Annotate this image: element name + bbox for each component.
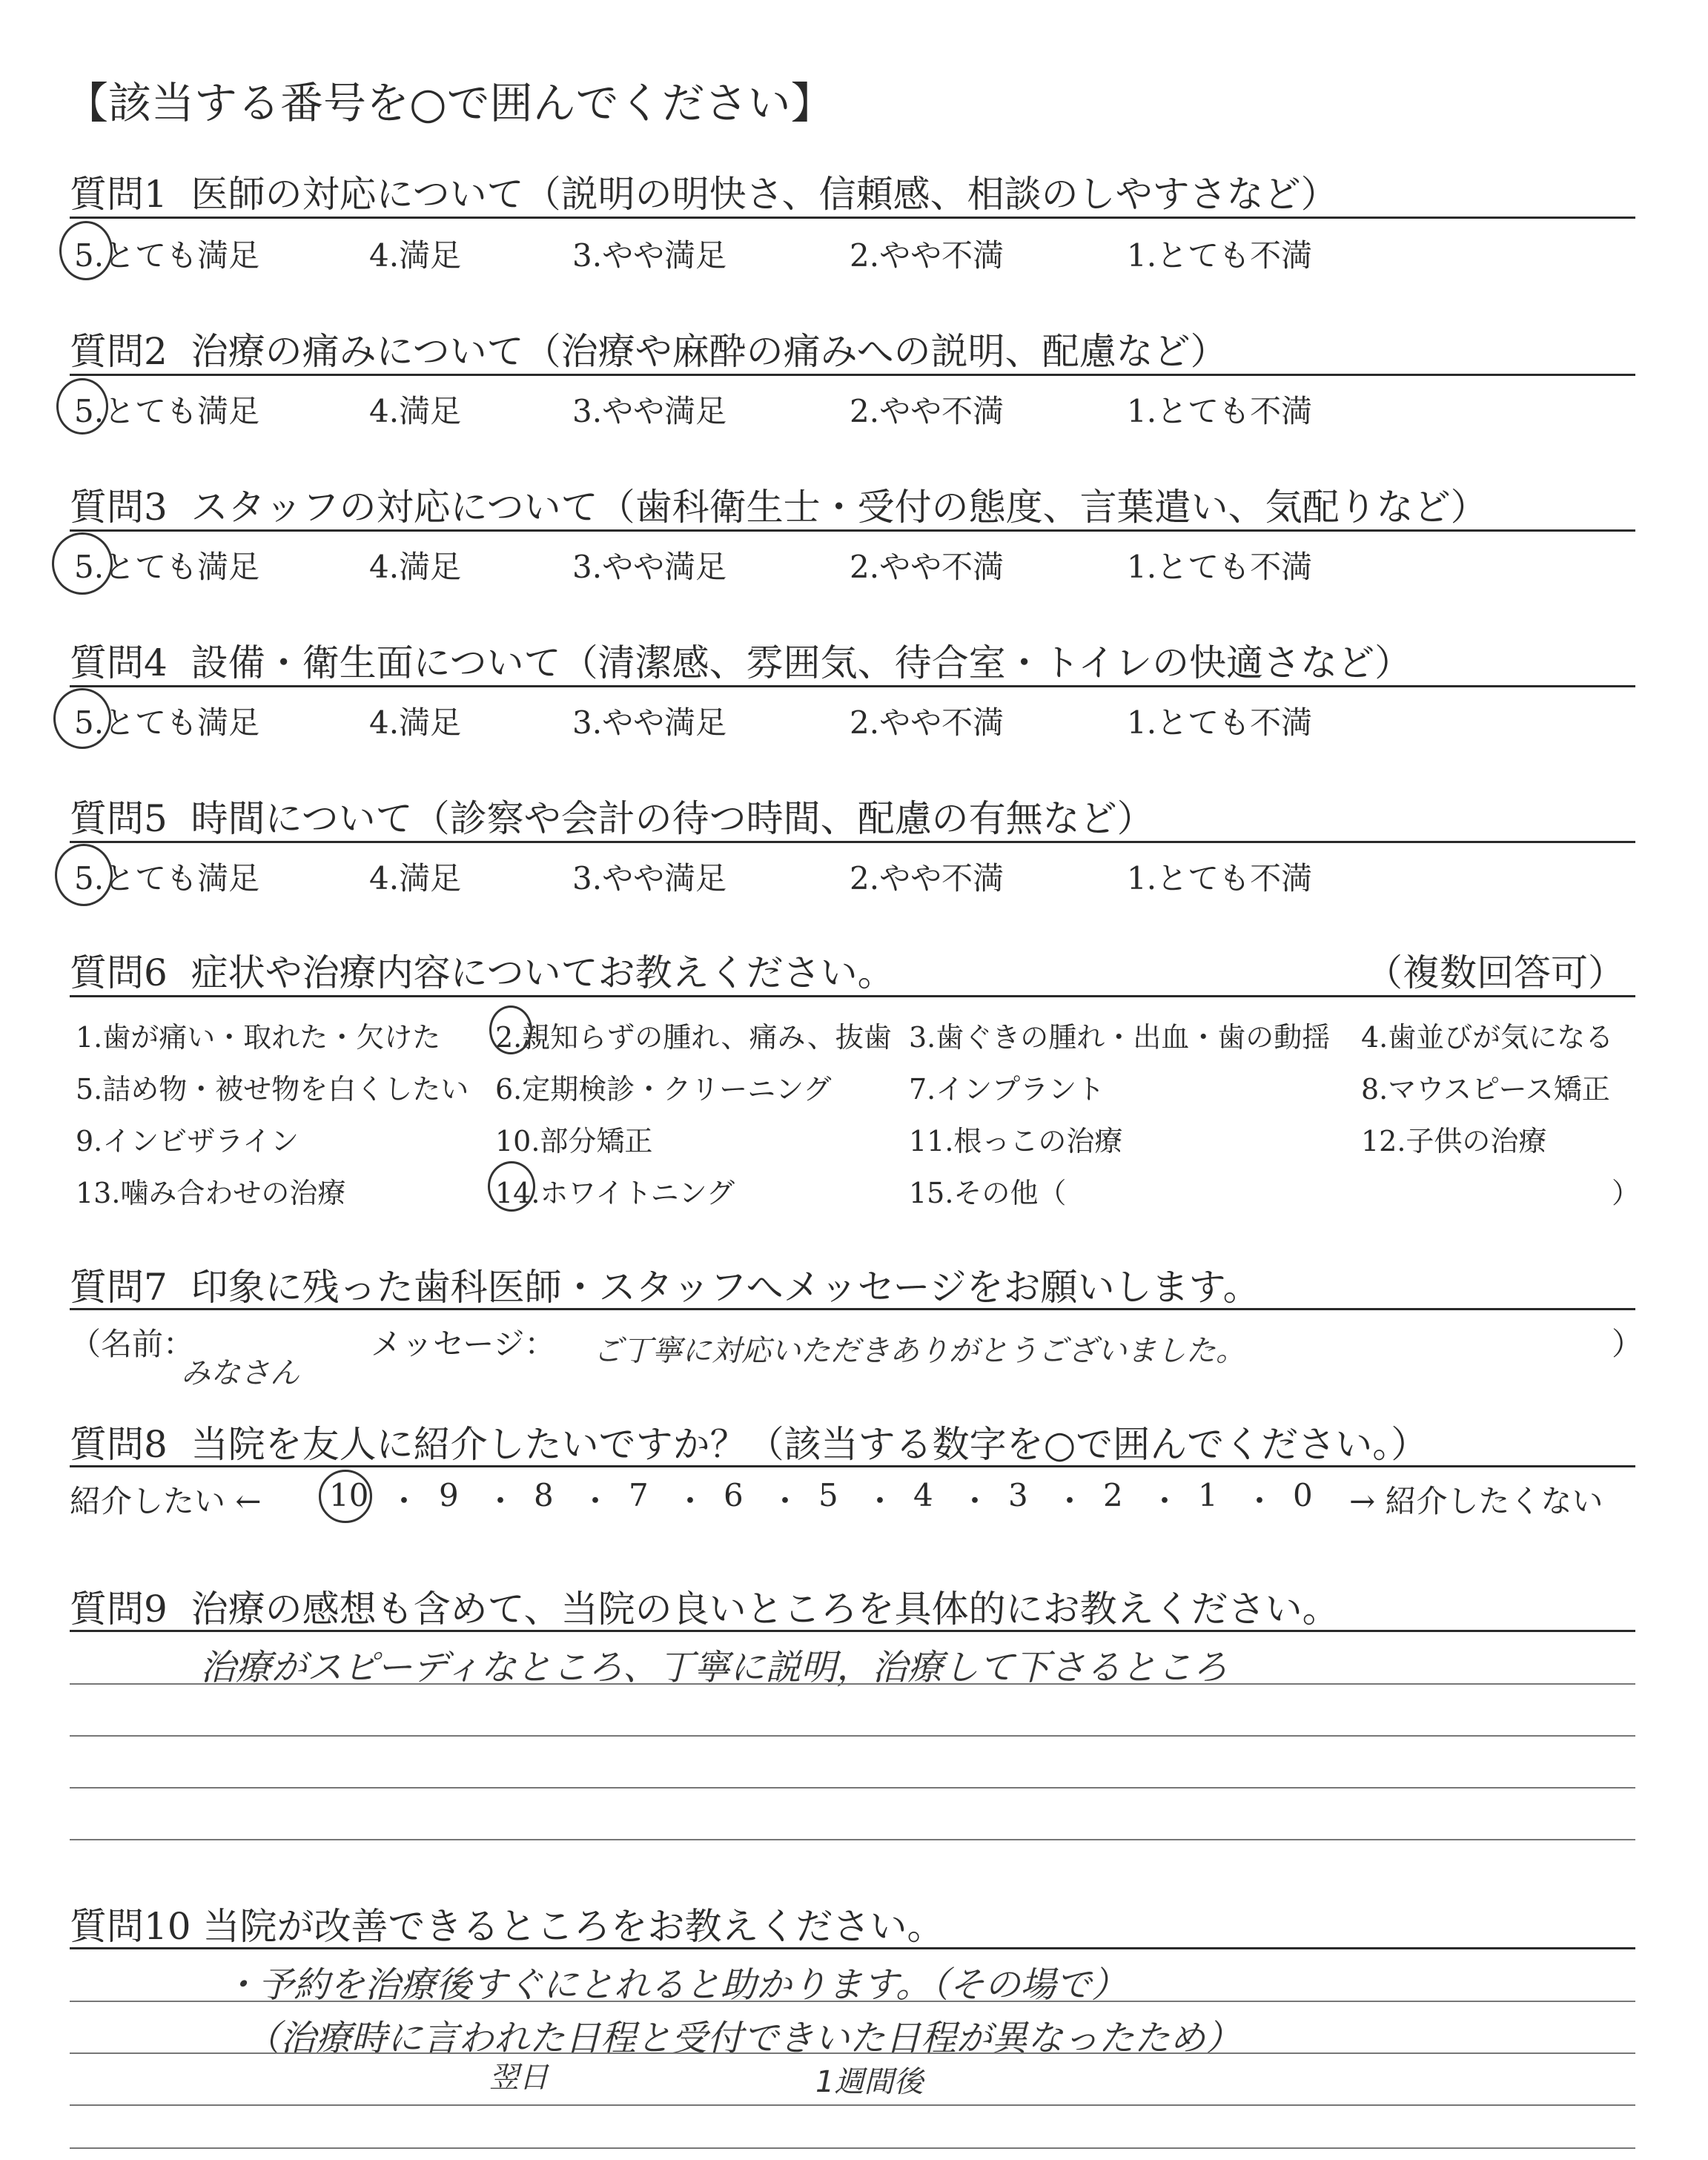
q10-annotation-a: 翌日 bbox=[489, 2061, 549, 2095]
q3-option-4[interactable]: 4.満足 bbox=[369, 549, 462, 585]
q10-text: 当院が改善できるところをお教えください。 bbox=[202, 1905, 944, 1948]
q1-label: 質問1 bbox=[70, 173, 168, 216]
q8-dot: ・ bbox=[485, 1483, 517, 1519]
q6-item-7[interactable]: 7.インプラント bbox=[909, 1073, 1105, 1106]
q3-rule bbox=[70, 529, 1635, 532]
q10-write-line bbox=[70, 2104, 1635, 2106]
q6-item-15[interactable]: 15.その他（ bbox=[909, 1177, 1067, 1209]
q9-write-line bbox=[70, 1787, 1635, 1789]
q3-option-1[interactable]: 1.とても不満 bbox=[1127, 549, 1313, 585]
q6-title bbox=[70, 943, 895, 997]
q8-dot: ・ bbox=[388, 1483, 420, 1519]
q8-scale-6[interactable]: 6 bbox=[724, 1477, 744, 1513]
q8-dot: ・ bbox=[580, 1483, 612, 1519]
q8-scale-4[interactable]: 4 bbox=[913, 1477, 933, 1513]
q8-dot: ・ bbox=[1054, 1483, 1086, 1519]
page-heading: 【該当する番号を○で囲んでください】 bbox=[65, 78, 834, 128]
q2-option-5[interactable]: 5.とても満足 bbox=[74, 393, 260, 429]
q7-text: 印象に残った歯科医師・スタッフへメッセージをお願いします。 bbox=[191, 1266, 1260, 1309]
q2-option-3[interactable]: 3.やや満足 bbox=[572, 393, 727, 429]
q9-label: 質問9 bbox=[70, 1588, 168, 1631]
q5-option-3[interactable]: 3.やや満足 bbox=[572, 860, 727, 896]
q5-option-4[interactable]: 4.満足 bbox=[369, 860, 462, 896]
q6-item-4[interactable]: 4.歯並びが気になる bbox=[1361, 1021, 1614, 1054]
q1-option-1[interactable]: 1.とても不満 bbox=[1127, 237, 1313, 274]
q8-dot: ・ bbox=[769, 1483, 801, 1519]
q4-option-4[interactable]: 4.満足 bbox=[369, 704, 462, 741]
q1-option-5[interactable]: 5.とても満足 bbox=[74, 237, 260, 274]
q6-text: 症状や治療内容についてお教えください。 bbox=[191, 951, 895, 994]
q1-option-4[interactable]: 4.満足 bbox=[369, 237, 462, 274]
q8-scale-2[interactable]: 2 bbox=[1103, 1477, 1123, 1513]
q6-item-10[interactable]: 10.部分矯正 bbox=[495, 1125, 653, 1157]
q10-answer-line-1[interactable]: ・予約を治療後すぐにとれると助かります。（その場で） bbox=[222, 1964, 1128, 2006]
q1-text: 医師の対応について（説明の明快さ、信頼感、相談のしやすさなど） bbox=[191, 173, 1338, 216]
q2-title bbox=[70, 322, 1228, 375]
q7-close: ） bbox=[1612, 1326, 1644, 1362]
q8-scale-7[interactable]: 7 bbox=[629, 1477, 649, 1513]
q8-scale-0[interactable]: 0 bbox=[1293, 1477, 1313, 1513]
q7-rule bbox=[70, 1308, 1635, 1310]
q10-answer-line-2[interactable]: （治療時に言われた日程と受付できいた日程が異なったため） bbox=[245, 2018, 1242, 2059]
q8-scale-10[interactable]: 10 bbox=[329, 1477, 369, 1513]
q7-message-label: メッセージ： bbox=[371, 1326, 556, 1362]
q4-title bbox=[70, 633, 1411, 687]
q4-selection-circle bbox=[53, 688, 111, 749]
q4-option-3[interactable]: 3.やや満足 bbox=[572, 704, 727, 741]
q7-title bbox=[70, 1258, 1260, 1311]
q10-write-line bbox=[70, 2147, 1635, 2149]
q8-right-label: → 紹介したくない bbox=[1349, 1483, 1603, 1519]
q4-option-5[interactable]: 5.とても満足 bbox=[74, 704, 260, 741]
q8-rule bbox=[70, 1465, 1635, 1467]
q5-rule bbox=[70, 841, 1635, 843]
q9-write-line bbox=[70, 1735, 1635, 1737]
q10-label: 質問10 bbox=[70, 1905, 191, 1948]
q6-item-12[interactable]: 12.子供の治療 bbox=[1361, 1125, 1547, 1157]
q2-label: 質問2 bbox=[70, 330, 168, 373]
q7-label: 質問7 bbox=[70, 1266, 168, 1309]
q3-option-2[interactable]: 2.やや不満 bbox=[850, 549, 1004, 585]
q4-rule bbox=[70, 685, 1635, 687]
q3-title bbox=[70, 478, 1488, 531]
q1-rule bbox=[70, 217, 1635, 219]
q5-option-2[interactable]: 2.やや不満 bbox=[850, 860, 1004, 896]
q6-selection-circle-2 bbox=[489, 1005, 532, 1054]
q4-label: 質問4 bbox=[70, 641, 168, 684]
q2-selection-circle bbox=[56, 378, 108, 435]
q7-name-value[interactable]: みなさん bbox=[181, 1356, 299, 1390]
q5-option-5[interactable]: 5.とても満足 bbox=[74, 860, 260, 896]
q8-dot: ・ bbox=[1244, 1483, 1276, 1519]
q8-text: 当院を友人に紹介したいですか？（該当する数字を○で囲んでください。） bbox=[191, 1423, 1429, 1466]
q8-label: 質問8 bbox=[70, 1423, 168, 1466]
q6-item-1[interactable]: 1.歯が痛い・取れた・欠けた bbox=[76, 1021, 441, 1054]
q8-dot: ・ bbox=[864, 1483, 896, 1519]
q6-item-9[interactable]: 9.インビザライン bbox=[76, 1125, 299, 1157]
q5-label: 質問5 bbox=[70, 797, 168, 840]
q10-annotation-b: 1週間後 bbox=[815, 2065, 924, 2099]
q3-text: スタッフの対応について（歯科衛生士・受付の態度、言葉遣い、気配りなど） bbox=[191, 486, 1488, 529]
q6-item-14[interactable]: 14.ホワイトニング bbox=[495, 1177, 735, 1209]
q2-option-4[interactable]: 4.満足 bbox=[369, 393, 462, 429]
q8-scale-3[interactable]: 3 bbox=[1008, 1477, 1028, 1513]
q4-text: 設備・衛生面について（清潔感、雰囲気、待合室・トイレの快適さなど） bbox=[191, 641, 1412, 684]
q5-selection-circle bbox=[55, 844, 113, 906]
q6-item-15-close: ） bbox=[1612, 1177, 1641, 1209]
q1-option-3[interactable]: 3.やや満足 bbox=[572, 237, 727, 274]
q9-write-line bbox=[70, 1839, 1635, 1840]
q8-left-label: 紹介したい ← bbox=[70, 1483, 262, 1519]
q2-rule bbox=[70, 374, 1635, 376]
q4-option-1[interactable]: 1.とても不満 bbox=[1127, 704, 1313, 741]
q8-dot: ・ bbox=[1149, 1483, 1181, 1519]
q8-selection-circle bbox=[319, 1470, 372, 1523]
q6-item-3[interactable]: 3.歯ぐきの腫れ・出血・歯の動揺 bbox=[909, 1021, 1331, 1054]
q6-item-11[interactable]: 11.根っこの治療 bbox=[909, 1125, 1123, 1157]
q9-text: 治療の感想も含めて、当院の良いところを具体的にお教えください。 bbox=[191, 1588, 1340, 1631]
q6-note: （複数回答可） bbox=[1366, 951, 1625, 994]
q9-title bbox=[70, 1579, 1340, 1633]
q5-title bbox=[70, 789, 1154, 842]
q2-option-2[interactable]: 2.やや不満 bbox=[850, 393, 1004, 429]
q6-item-6[interactable]: 6.定期検診・クリーニング bbox=[495, 1073, 832, 1106]
q10-title bbox=[70, 1897, 944, 1950]
q7-name-label: （名前： bbox=[70, 1326, 195, 1362]
q8-dot: ・ bbox=[959, 1483, 991, 1519]
q8-title bbox=[70, 1415, 1428, 1468]
q8-dot: ・ bbox=[675, 1483, 706, 1519]
q9-answer[interactable]: 治療がスピーディなところ、丁寧に説明，治療して下さるところ bbox=[200, 1647, 1228, 1688]
q3-option-3[interactable]: 3.やや満足 bbox=[572, 549, 727, 585]
q9-write-line bbox=[70, 1683, 1635, 1685]
q1-option-2[interactable]: 2.やや不満 bbox=[850, 237, 1004, 274]
q6-item-2[interactable]: 2.親知らずの腫れ、痛み、抜歯 bbox=[495, 1021, 892, 1054]
q9-rule bbox=[70, 1630, 1635, 1632]
q1-title bbox=[70, 165, 1338, 218]
q6-item-5[interactable]: 5.詰め物・被せ物を白くしたい bbox=[76, 1073, 469, 1106]
q8-scale-9[interactable]: 9 bbox=[439, 1477, 459, 1513]
q8-scale-5[interactable]: 5 bbox=[818, 1477, 838, 1513]
q4-option-2[interactable]: 2.やや不満 bbox=[850, 704, 1004, 741]
q6-item-8[interactable]: 8.マウスピース矯正 bbox=[1361, 1073, 1610, 1106]
q2-option-1[interactable]: 1.とても不満 bbox=[1127, 393, 1313, 429]
q5-text: 時間について（診察や会計の待つ時間、配慮の有無など） bbox=[191, 797, 1154, 840]
q6-selection-circle-14 bbox=[488, 1161, 535, 1212]
q8-scale-8[interactable]: 8 bbox=[534, 1477, 554, 1513]
q6-item-13[interactable]: 13.噛み合わせの治療 bbox=[76, 1177, 346, 1209]
q3-selection-circle bbox=[52, 532, 113, 595]
q1-selection-circle bbox=[59, 221, 113, 280]
q10-rule bbox=[70, 1947, 1635, 1949]
q10-write-line bbox=[70, 2001, 1635, 2002]
q6-rule bbox=[70, 995, 1635, 997]
q8-scale-1[interactable]: 1 bbox=[1198, 1477, 1218, 1513]
q3-label: 質問3 bbox=[70, 486, 168, 529]
q7-message-value[interactable]: ご丁寧に対応いただきありがとうございました。 bbox=[593, 1334, 1245, 1368]
q3-option-5[interactable]: 5.とても満足 bbox=[74, 549, 260, 585]
q6-label: 質問6 bbox=[70, 951, 168, 994]
q2-text: 治療の痛みについて（治療や麻酔の痛みへの説明、配慮など） bbox=[191, 330, 1228, 373]
q5-option-1[interactable]: 1.とても不満 bbox=[1127, 860, 1313, 896]
q10-write-line bbox=[70, 2052, 1635, 2054]
